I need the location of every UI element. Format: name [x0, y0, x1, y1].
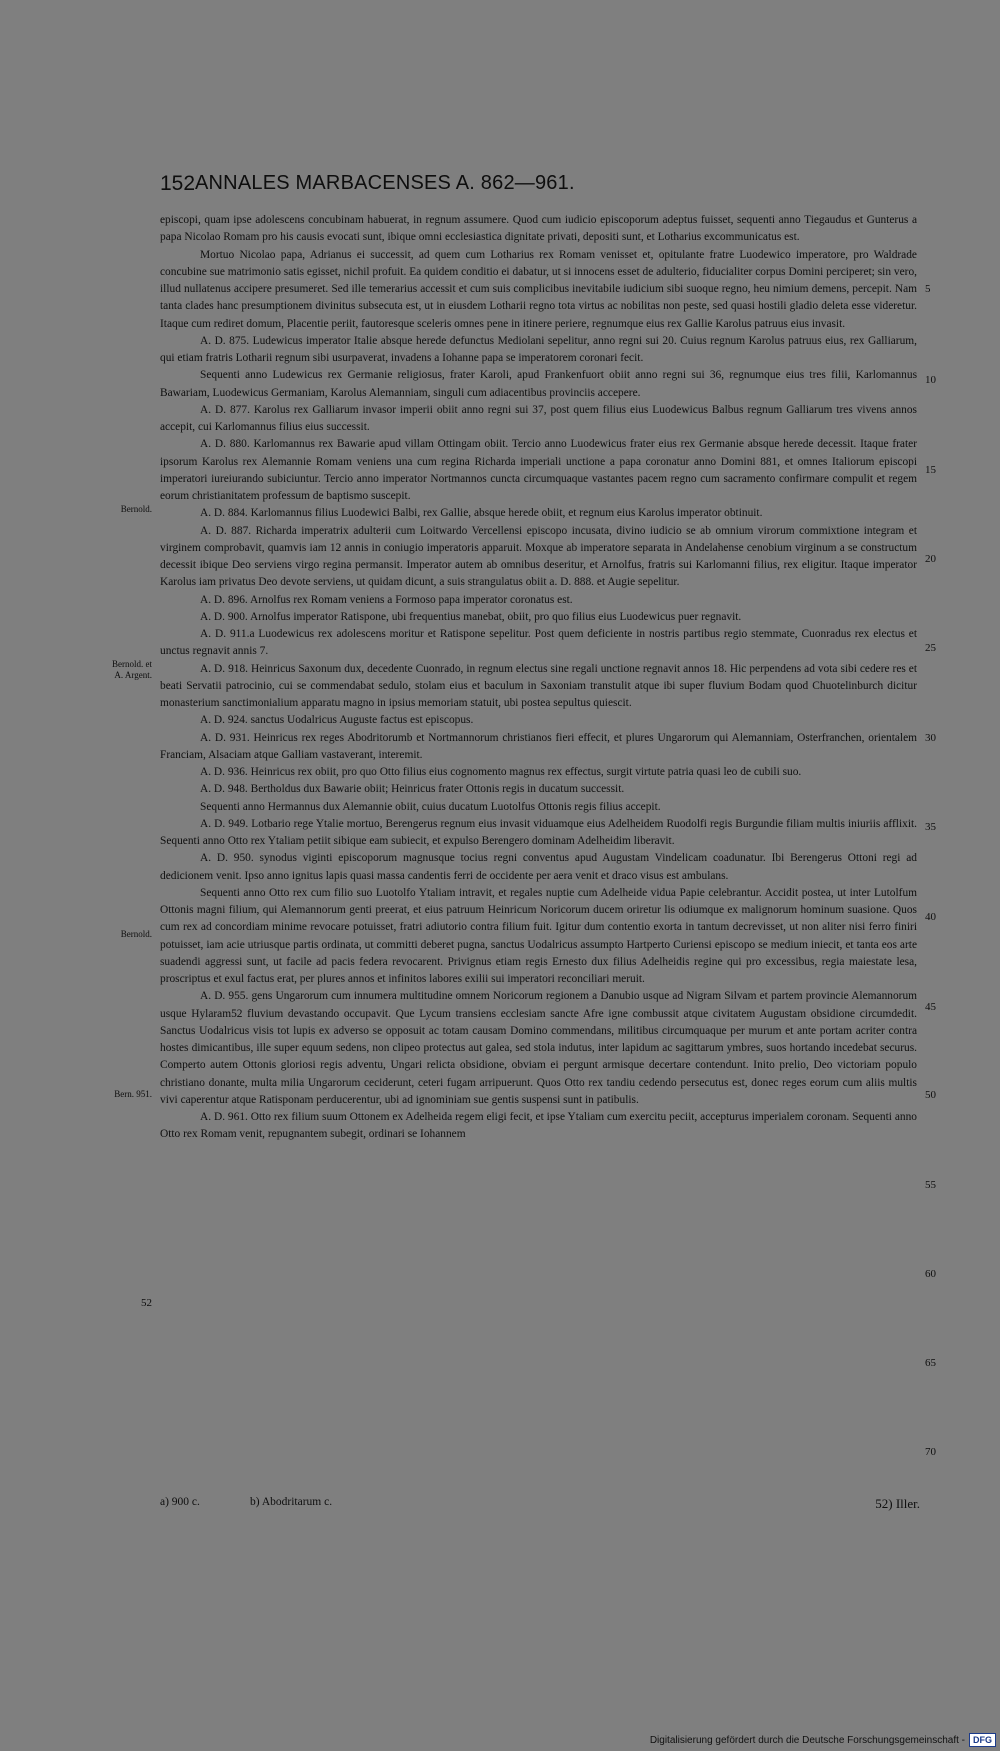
line-number: 40 [925, 911, 936, 923]
paragraph: A. D. 936. Heinricus rex obiit, pro quo Otto filius eius cognomento magnus rex effectus, surgit virtute patria quasi leo de cubili suo. [200, 766, 802, 778]
margin-note: Bernold. [120, 504, 152, 514]
paragraph: episcopi, quam ipse adolescens concubinam habuerat, in regnum assumere. Quod cum iudicio episcoporum adeptus fuisset, sequenti anno Tiegaudus et Gunterus a papa Nicolao Romam pro his causis evocati sunt, ibique omni ecclesiastica dignitate privati, depositi sunt, et Lotharius excommunicatus est. [160, 214, 917, 244]
footnote-b: b) Abodritarum c. [250, 1496, 333, 1508]
paragraph: A. D. 949. Lotbario rege Ytalie mortuo, Berengerus regnum eius invasit viduamque eius Adelheidem Ruodolfi regis Burgundie filiam multis iniuriis afflixit. Sequenti anno Otto rex Ytaliam petiit sibique eam subiecit, et expulso Berengero dominam Adelheidim liberavit. [160, 817, 917, 847]
line-number: 10 [925, 374, 936, 386]
footnote-a: a) 900 c. [160, 1496, 200, 1508]
paragraph: Mortuo Nicolao papa, Adrianus ei successit, ad quem cum Lotharius rex Romam venisset et, opitulante fratre Luodewico imperatore, pro Waldrade concubine sue matrimonio satis egisset, nichil profuit. Ea quidem conditio ei dabatur, ut si innocens esset de adulterio, fiducialiter corpus Domini perciperet; sin vero, illud nullatenus accipere presumeret. Sed ille temerarius accessit et cum suis complicibus inevitabile iudicium sibi suoque regno, heu nimium demens, percepit. Nam tanta clades hanc presumptionem divinitus subsecuta est, ut in eiusdem Lotharii regno tota virtus ac nobilitas non peste, sed quasi hostili gladio deleta esse videretur. Itaque cum rediret domum, Placentie periit, fautoresque sceleris omnes pene in itinere periere, regnumque eius rex Gallie Karolus patruus eius invasit. [160, 248, 917, 330]
paragraph: Sequenti anno Ludewicus rex Germanie religiosus, frater Karoli, apud Frankenfuort obiit anno regni sui 36, regnumque eius tres filii, Karlomannus Bawariam, Luodewicus Germaniam, Karolus Alemanniam, singuli cum adiacentibus provinciis accepere. [160, 369, 917, 399]
paragraph: A. D. 877. Karolus rex Galliarum invasor imperii obiit anno regni sui 37, post quem filius eius Luodewicus Balbus regnum Galliarum tres vivens annos accepit, cui Karlomannus filius eius successit. [160, 403, 917, 433]
paragraph: Sequenti anno Hermannus dux Alemannie obiit, cuius ducatum Luotolfus Ottonis regis filius accepit. [200, 800, 661, 813]
margin-note: Bernold. et [112, 659, 152, 669]
margin-note: 52 [141, 1297, 152, 1309]
margin-note: Bern. 951. [114, 1089, 152, 1099]
paragraph: A. D. 955. gens Ungarorum cum innumera multitudine omnem Noricorum regionem a Danubio usque ad Nigram Silvam et partem provincie Alemannorum usque Hylaram52 fluvium devastando occupavit. Que Lycum transiens ecclesiam sancte Afre igne combussit atque civitatem Augustam obsidione circumdedit. Sanctus Uodalricus visis tot lupis ex adverso se opposuit ac totam causam Domino commendans, militibus circumquaque per murum et ante portam acriter contra hostes dimicantibus, ille super equum sedens, non clipeo protectus aut galea, sed stola indutus, inter lapidum ac sagittarum ymbres, suos hortando incedebat securus. Comperto autem Ottonis gloriosi regis adventu, Ungari relicta obsidione, obviam ei pergunt armisque decertare contendunt. Inito prelio, Deo victoriam populo christiano donante, multa milia Ungarorum ceciderunt, ceteri fugam arripuerunt. Quos Otto rex tandiu cedendo persecutus est, donec reges eorum cum aliis multis vivi caperentur atque Ratisponam perducerentur, ubi ad ignominiam sue gentis suspensi sunt in patibulis. [160, 990, 917, 1106]
paragraph: A. D. 884. Karlomannus filius Luodewici Balbi, rex Gallie, absque herede obiit, et regnum eius Karolus imperator obtinuit. [200, 507, 763, 520]
paragraph: A. D. 911.a Luodewicus rex adolescens moritur et Ratispone sepelitur. Post quem deficiente in nostris partibus regio stemmate, Cuonradus rex electus et unctus regnavit annis 7. [160, 628, 917, 658]
line-number: 5 [925, 283, 931, 295]
line-number: 45 [925, 1001, 936, 1013]
line-number: 50 [925, 1089, 936, 1101]
paragraph: Sequenti anno Otto rex cum filio suo Luotolfo Ytaliam intravit, et regales nuptie cum Adelheide vidua Papie celebrantur. Accidit postea, ut inter Lutolfum Ottonis magni filium, qui Alemannorum genti preerat, et eius patruum Heinricum Noricorum ducem oriretur lis odiumque ex malignorum hominum suasione. Quos cum rex ad concordiam minime revocare potuisset, fratri adiutorio contra filium fuit. Igitur dum contentio exorta in tantum decrevisset, ut non aliter nisi ferro finiri potuisset, iam acie utriusque partis ordinata, ut committi deberet pugna, sanctus Uodalricus assumpto Hartperto Curiensi episcopo se medium iniecit, et tanta eos arte suadendi aggressi sunt, ut facile ad pacis federa revocarent. Privignus etiam regis Ernesto dux filius Adelheidis regine qui pro excessibus, regia maiestate lesa, proscriptus et exul factus erat, per plures annos et infinitos labores exilii sui imperatori reconciliari meruit. [160, 886, 917, 985]
paragraph: A. D. 918. Heinricus Saxonum dux, decedente Cuonrado, in regnum electus sine regali unctione regnavit annos 18. Hic perpendens ad vota sibi cedere res et beati Servatii patrocinio, cui se commendabat sedulo, stolam eius et baculum in Saxoniam transtulit atque ibi super fluvium Bodam quod Chuotelinburch dicitur monasterium sanctimonialium apparatu magno in ipsius memoriam statuit, ubi postea sepultus quiescit. [160, 662, 917, 709]
paragraph: A. D. 880. Karlomannus rex Bawarie apud villam Ottingam obiit. Tercio anno Luodewicus frater eius rex Germanie absque herede decessit. Itaque frater ipsorum Karolus rex Alemannie Romam veniens una cum regina Richarda imperiali unctione a papa coronatur anno Domini 881, et omnes Italiorum episcopi imperatori iureiurando subiciuntur. Tercio anno imperator Nortmannos cuncta circumquaque vastantes pacem regno cum sacramento confirmare compulit et regem eorum christianitatem professum de baptismo suscepit. [160, 438, 917, 502]
paragraph: A. D. 950. synodus viginti episcoporum magnusque tocius regni conventus apud Augustam Vindelicam coadunatur. Ibi Berengerus Ottoni regi ad dedicionem venit. Ipso anno ignitus lapis quasi massa candentis ferri de occidente per aera venit et draco visus est ambulans. [160, 852, 917, 882]
line-number: 30 [925, 732, 936, 744]
credit-text: Digitalisierung gefördert durch die Deutsche Forschungsgemeinschaft - [649, 1734, 965, 1746]
main-text [160, 212, 917, 1144]
margin-note: A. Argent. [114, 670, 152, 680]
paragraph: A. D. 896. Arnolfus rex Romam veniens a Formoso papa imperator coronatus est. [200, 593, 573, 606]
line-number: 15 [925, 464, 936, 476]
line-number: 65 [925, 1357, 936, 1369]
paragraph: A. D. 875. Ludewicus imperator Italie absque herede defunctus Mediolani sepelitur, anno regni sui 20. Cuius regnum Karolus patruus eius, rex Galliarum, qui etiam fratris Lotharii regnum sibi usurpaverat, invadens a Iohanne papa se imperatorem coronari fecit. [160, 334, 917, 364]
paragraph: A. D. 900. Arnolfus imperator Ratispone, ubi frequentius manebat, obiit, pro quo filius eius Luodewicus puer regnavit. [200, 610, 742, 623]
line-number: 35 [925, 821, 936, 833]
paragraph: A. D. 887. Richarda imperatrix adulterii cum Loitwardo Vercellensi episcopo incusata, divino iudicio se ab omnium virorum commixtione integram et virginem comprobavit, quamvis iam 12 annis in coniugio imperatoris apparuit. Moxque ab imperatore separata in Andelahense cenobium virginum a se constructum decessit ibique Deo serviens virgo regina permansit. Imperator autem ab omnibus deseritur, et Arnolfus, fratris sui Karlomanni filius, rex eligitur. Itaque imperator Karolus iam privatus Deo devote serviens, ut quidam dicunt, a suis strangulatus obiit a. D. 888. et Augie sepelitur. [160, 524, 917, 589]
line-number: 70 [925, 1446, 936, 1458]
line-number: 20 [925, 553, 936, 565]
dfg-logo: DFG [969, 1733, 996, 1747]
footnote-52: 52) Iller. [875, 1496, 920, 1511]
page-header [160, 172, 920, 196]
page-number: 152 [160, 172, 196, 195]
paragraph: A. D. 948. Bertholdus dux Bawarie obiit; Heinricus frater Ottonis regis in ducatum successit. [200, 783, 625, 796]
running-title: ANNALES MARBACENSES A. 862—961. [195, 172, 575, 194]
line-number: 60 [925, 1268, 936, 1280]
line-number: 25 [925, 642, 936, 654]
digitization-credit [650, 1733, 996, 1747]
line-number: 55 [925, 1179, 936, 1191]
margin-note: Bernold. [120, 929, 152, 939]
paragraph: A. D. 924. sanctus Uodalricus Auguste factus est episcopus. [200, 714, 474, 727]
paragraph: A. D. 961. Otto rex filium suum Ottonem ex Adelheida regem eligi fecit, et ipse Ytaliam cum exercitu peciit, accepturus imperialem coronam. Sequenti anno Otto rex Romam venit, repugnantem subegit, ordinari se Iohannem [160, 1111, 917, 1141]
paragraph: A. D. 931. Heinricus rex reges Abodritorumb et Nortmannorum christianos fieri effecit, et plures Ungarorum qui Alemanniam, Osterfranchen, orientalem Franciam, Alsaciam atque Galliam vastaverant, interemit. [160, 731, 917, 761]
